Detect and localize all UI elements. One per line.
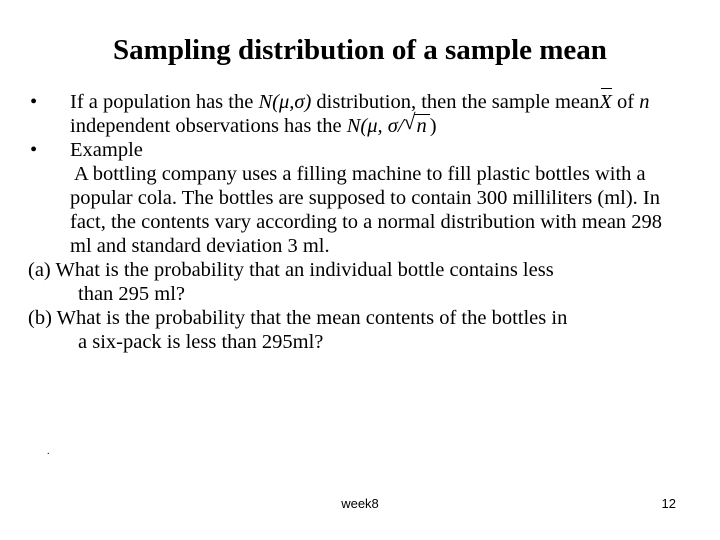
close-paren: ) <box>429 115 437 137</box>
bullet1-text-c: of <box>611 91 640 113</box>
question-b <box>28 306 688 354</box>
bullet-population <box>28 90 688 138</box>
example-label: Example <box>70 139 143 161</box>
sqrt-icon: √ <box>403 109 416 134</box>
bullet1-text-b: distribution, then the sample mean <box>311 91 600 113</box>
slide-title: Sampling distribution of a sample mean <box>113 34 607 66</box>
bullet-marker: • <box>30 139 38 161</box>
stray-mark: . <box>47 446 50 457</box>
question-a <box>28 258 688 306</box>
sqrt-radicand: n <box>414 114 430 137</box>
question-b-line1: (b) What is the probability that the mean contents of the bottles in <box>28 307 568 329</box>
x-bar-symbol: X <box>599 91 612 113</box>
bullet1-text-a: If a population has the <box>70 91 259 113</box>
slide-body <box>28 90 688 354</box>
footer-label: week8 <box>341 496 379 511</box>
page-number: 12 <box>661 496 676 511</box>
question-a-line2: than 295 ml? <box>78 283 186 305</box>
bullet-marker: • <box>30 91 38 113</box>
question-b-line2: a six-pack is less than 295ml? <box>78 331 324 353</box>
normal-notation: N(μ,σ) <box>258 91 312 113</box>
sampling-normal-notation: N(μ, σ/ <box>346 115 404 137</box>
n-variable: n <box>639 91 650 113</box>
bullet1-text-d: independent observations has the <box>70 115 347 137</box>
bullet-example <box>28 138 688 162</box>
sqrt-n <box>403 109 430 138</box>
question-a-line1: (a) What is the probability that an individual bottle contains less <box>28 259 554 281</box>
example-paragraph: A bottling company uses a filling machine to fill plastic bottles with a popular cola. The bottles are supposed to contain 300 milliliters (ml). In fact, the contents vary according to a normal distribution with mean 298 ml and standard deviation 3 ml. <box>70 163 663 257</box>
